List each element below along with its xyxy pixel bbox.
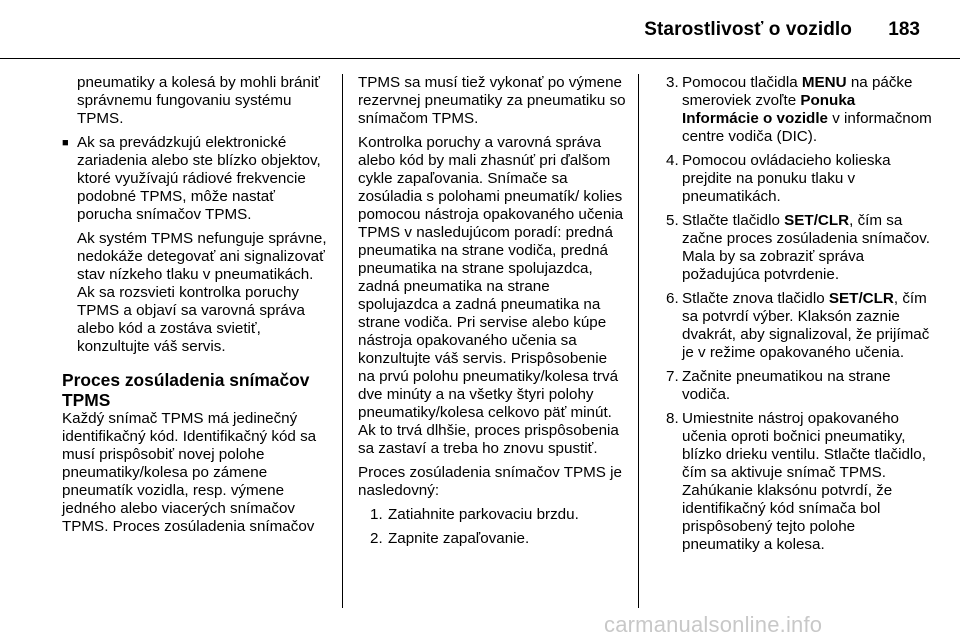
step-text-pre: Stlačte znova tlačidlo <box>682 290 829 307</box>
column-divider-2 <box>638 74 639 608</box>
step-item <box>666 74 936 146</box>
bullet-paragraph: Ak systém TPMS nefunguje správne, nedokáže detegovať ani signalizovať stav nízkeho tlaku v pneumatikách. Ak sa rozsvieti kontrolka poruchy TPMS a objaví sa varovná správa alebo kód a zostáva svietiť, konzultujte váš servis. <box>77 230 327 355</box>
steps-list-continued <box>666 74 936 554</box>
step-item <box>666 152 936 206</box>
step-text-pre: Stlačte tlačidlo <box>682 212 785 229</box>
page-header <box>0 0 960 46</box>
step-item <box>666 410 936 554</box>
bullet-text: Ak sa prevádzkujú elektronické zariadenia alebo ste blízko objektov, ktoré využívajú rádiové frekvencie podobné TPMS, môže nastať porucha snímačov TPMS. <box>77 134 321 223</box>
paragraph-3: Proces zosúladenia snímačov TPMS je nasledovný: <box>358 464 622 499</box>
section-paragraph: Každý snímač TPMS má jedinečný identifikačný kód. Identifikačný kód sa musí prispôsobiť novej polohe pneumatiky/kolesa po zámene pneumatík vozidla, resp. výmene jedného alebo viacerých snímačov TPMS. Proces zosúladenia snímačov <box>62 410 317 535</box>
paragraph-2: Kontrolka poruchy a varovná správa alebo kód by mali zhasnúť pri ďalšom cykle zapaľovania. Snímače sa zosúladia s polohami pneumatík/ kolies pomocou nástroja opakovaného učenia TPMS v nasledujúcom poradí: predná pneumatika na strane vodiča, predná pneumatika na strane spolujazdca, zadná pneumatika na strane spolujazdca a zadná pneumatika na strane vodiča. Pri servise alebo kúpe nástroja opakovaného učenia sa konzultujte váš servis. Prispôsobenie na prvú polohu pneumatiky/kolesa trvá dve minúty a na všetky štyri polohy pneumatiky/kolesa celkovo päť minút. Ak to trvá dlhšie, proces prispôsobenia sa zastaví a treba ho znovu spustiť. <box>358 134 624 457</box>
menu-term: MENU <box>801 74 847 91</box>
step-number: 2. <box>370 530 383 547</box>
column-divider-1 <box>342 74 343 608</box>
step-text: Umiestnite nástroj opakovaného učenia oproti bočnici pneumatiky, blízko drieku ventilu. Stlačte tlačidlo, čím sa aktivuje snímač TPMS. Zahúkanie klaksónu potvrdí, že identifikačný kód snímača bol prispôsobený tejto polohe pneumatiky a kolesa. <box>682 410 926 553</box>
column-middle <box>358 74 628 548</box>
step-text-post: , čím sa začne proces zosúladenia snímačov. Mala by sa zobraziť správa požadujúca potvrdenie. <box>682 212 930 283</box>
step-item <box>666 290 936 362</box>
column-right <box>666 74 936 554</box>
page-title: Starostlivosť o vozidlo <box>644 19 852 40</box>
step-text: Pomocou ovládacieho kolieska prejdite na ponuku tlaku v pneumatikách. <box>682 152 891 205</box>
paragraph-1: TPMS sa musí tiež vykonať po výmene rezervnej pneumatiky za pneumatiku so snímačom TPMS. <box>358 74 626 127</box>
button-term: SET/CLR <box>784 212 850 229</box>
step-number: 8. <box>666 410 679 427</box>
step-item <box>666 212 936 284</box>
button-term: SET/CLR <box>828 290 894 307</box>
step-text-pre: Pomocou tlačidla <box>682 74 802 91</box>
menu-item-term: Ponuka Informácie o vozidle <box>682 92 856 127</box>
continued-paragraph: pneumatiky a kolesá by mohli brániť správnemu fungovaniu systému TPMS. <box>77 74 320 127</box>
step-text: Zapnite zapaľovanie. <box>388 530 530 547</box>
section-heading: Proces zosúladenia snímačov TPMS <box>62 370 310 410</box>
bullet-square-icon: ■ <box>62 137 69 149</box>
page-number: 183 <box>888 19 920 40</box>
step-item <box>370 530 628 548</box>
step-number: 7. <box>666 368 679 385</box>
step-text-post: , čím sa potvrdí výber. Klaksón zaznie dvakrát, aby signalizoval, že prijímač je v režime opakovaného učenia. <box>682 290 930 361</box>
step-number: 4. <box>666 152 679 169</box>
step-item <box>370 506 628 524</box>
watermark: carmanualsonline.info <box>604 612 823 637</box>
step-item <box>666 368 936 404</box>
step-number: 5. <box>666 212 679 229</box>
header-divider <box>0 58 960 59</box>
step-text: Zatiahnite parkovaciu brzdu. <box>388 506 579 523</box>
steps-list <box>358 506 628 548</box>
bullet-item <box>62 134 332 224</box>
step-text: Začnite pneumatikou na strane vodiča. <box>682 368 891 403</box>
step-text-mid: na páčke smeroviek zvoľte <box>682 74 913 109</box>
step-number: 3. <box>666 74 679 91</box>
column-left <box>62 74 332 536</box>
step-number: 1. <box>370 506 383 523</box>
step-text-post: v informačnom centre vodiča (DIC). <box>682 110 932 145</box>
step-number: 6. <box>666 290 679 307</box>
